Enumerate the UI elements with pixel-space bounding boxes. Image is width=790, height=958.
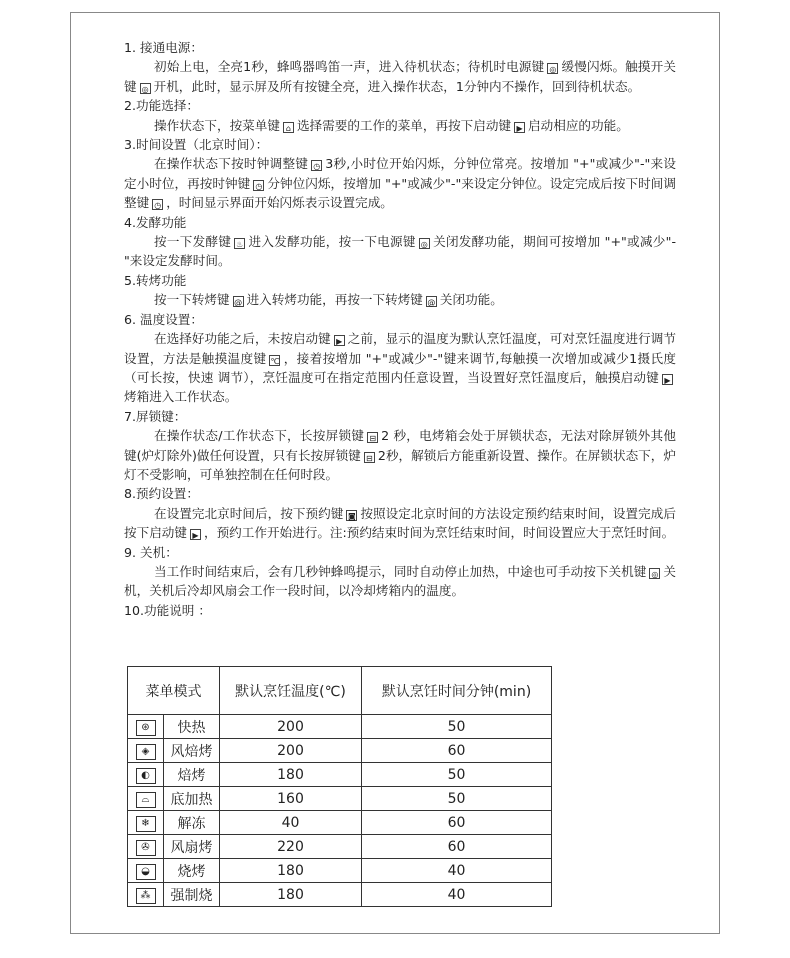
section-heading: 6. 温度设置： — [124, 311, 203, 327]
default-temp: 180 — [220, 763, 362, 787]
section-heading: 9. 关机： — [124, 544, 178, 560]
start-icon: ▶ — [334, 335, 345, 346]
section-paragraph — [124, 232, 676, 271]
default-time: 50 — [362, 715, 552, 739]
mode-label: 风焙烤 — [164, 739, 220, 763]
text-segment: 在选择好功能之后，未按启动键 — [154, 331, 331, 347]
header-temp: 默认烹饪温度(℃) — [220, 667, 362, 715]
mode-label: 风扇烤 — [164, 835, 220, 859]
header-mode: 菜单模式 — [128, 667, 220, 715]
rotisserie-icon: @ — [234, 298, 243, 308]
bottom-heat-icon: ⌓ — [136, 792, 156, 808]
text-segment: 按照设定北京时间的方法设定预约结束时间，设置完成后按下启动键 — [124, 505, 676, 541]
forced-bake-icon: ⁂ — [136, 888, 156, 904]
default-temp: 160 — [220, 787, 362, 811]
section-paragraph — [124, 329, 676, 407]
text-segment: 在设置完北京时间后，按下预约键 — [154, 505, 344, 521]
table-row — [128, 811, 552, 835]
bake-icon: ◐ — [136, 768, 156, 784]
default-time: 40 — [362, 883, 552, 907]
clock-icon: ◷ — [152, 199, 163, 210]
mode-icon-cell — [128, 811, 164, 835]
quick-heat-icon: ⊛ — [136, 720, 156, 736]
section-paragraph — [124, 290, 676, 309]
default-time: 60 — [362, 739, 552, 763]
header-time: 默认烹饪时间分钟(min) — [362, 667, 552, 715]
text-segment: ，时间显示界面开始闪烁表示设置完成。 — [166, 195, 393, 211]
text-segment: 在操作状态/工作状态下，长按屏锁键 — [154, 428, 365, 444]
text-segment: 按一下发酵键 — [154, 234, 232, 250]
temperature-icon: ℃ — [270, 356, 280, 366]
mode-icon-cell — [128, 715, 164, 739]
text-segment: 缓慢闪烁。触摸开关键 — [124, 59, 676, 94]
section-heading: 1. 接通电源： — [124, 40, 203, 55]
text-segment: 关闭发酵功能，期间可按增加 "+"或减少"-"来设定发酵时间。 — [124, 234, 677, 269]
default-temp: 200 — [220, 739, 362, 763]
mode-icon-cell — [128, 787, 164, 811]
manual-text — [124, 38, 676, 620]
mode-icon-cell — [128, 763, 164, 787]
text-segment: 开机，此时，显示屏及所有按键全亮，进入操作状态，1分钟内不操作，回到待机状态。 — [153, 78, 641, 94]
default-temp: 180 — [220, 883, 362, 907]
start-icon: ▶ — [514, 122, 525, 133]
text-segment: 分钟位闪烁，按增加 "+"或减少"-"来设定分钟位。设定完成后按下时间调整键 — [124, 175, 676, 211]
text-segment: ，预约工作开始进行。注:预约结束时间为烹饪结束时间，时间设置应大于烹饪时间。 — [203, 525, 675, 541]
section-heading: 4.发酵功能 — [124, 214, 187, 230]
text-segment: 选择需要的工作的菜单，再按下启动键 — [296, 117, 512, 133]
section-heading: 10.功能说明 ： — [124, 602, 212, 618]
text-segment: 在操作状态下按时钟调整键 — [154, 156, 309, 172]
text-segment: ，接着按增加 "+"或减少"-"键来调节,每触摸一次增加或减少1摄氏度（可长按，快速 调节），烹饪温度可在指定范围内任意设置，当设置好烹饪温度后，触摸启动键 — [124, 350, 676, 385]
section-heading: 2.功能选择： — [124, 98, 199, 114]
default-time: 60 — [362, 811, 552, 835]
lock-icon: ⊟ — [364, 452, 375, 463]
section-heading: 7.屏锁键： — [124, 408, 187, 424]
mode-icon-cell — [128, 883, 164, 907]
section-heading: 5.转烤功能 — [124, 272, 187, 288]
power-icon: ◎ — [649, 568, 660, 579]
text-segment: 按一下转烤键 — [154, 292, 230, 308]
power-icon: ◎ — [547, 63, 558, 74]
text-segment: 操作状态下，按菜单键 — [154, 117, 280, 133]
power-icon: ◎ — [140, 83, 151, 94]
defrost-icon: ❄ — [136, 816, 156, 832]
table-row — [128, 787, 552, 811]
default-time: 50 — [362, 763, 552, 787]
clock-icon: ◷ — [311, 160, 322, 171]
mode-label: 底加热 — [164, 787, 220, 811]
fan-bake-icon: ✇ — [136, 840, 156, 856]
power-icon: ◎ — [419, 238, 430, 249]
clock-icon: ◷ — [253, 180, 264, 191]
default-temp: 180 — [220, 859, 362, 883]
default-temp: 40 — [220, 811, 362, 835]
table-header-row — [128, 667, 552, 715]
mode-label: 强制烧 — [164, 883, 220, 907]
start-icon: ▶ — [662, 374, 673, 385]
text-segment: 2 秒，电烤箱会处于屏锁状态，无法对除屏锁外其他键(炉灯除外)做任何设置，只有长按屏锁键 — [124, 428, 676, 463]
grill-icon: ◒ — [136, 864, 156, 880]
text-segment: 当工作时间结束后，会有几秒钟蜂鸣提示，同时自动停止加热，中途也可手动按下关机键 — [154, 563, 647, 579]
mode-icon-cell — [128, 739, 164, 763]
section-heading: 3.时间设置（北京时间）： — [124, 137, 269, 153]
mode-label: 快热 — [164, 715, 220, 739]
default-temp: 200 — [220, 715, 362, 739]
section-paragraph — [124, 562, 676, 601]
section-paragraph — [124, 154, 676, 212]
default-time: 40 — [362, 859, 552, 883]
text-segment: 2秒，解锁后方能重新设置、操作。在屏锁状态下，炉灯不受影响，可单独控制在任何时段。 — [124, 447, 677, 482]
table-row — [128, 715, 552, 739]
table-row — [128, 883, 552, 907]
text-segment: 启动相应的功能。 — [528, 117, 629, 133]
default-time: 50 — [362, 787, 552, 811]
table-row — [128, 739, 552, 763]
table-row — [128, 859, 552, 883]
convection-bake-icon: ◈ — [136, 744, 156, 760]
start-icon: ▶ — [190, 529, 201, 540]
table-row — [128, 763, 552, 787]
mode-label: 焙烤 — [164, 763, 220, 787]
schedule-icon: ◙ — [347, 511, 356, 521]
rotisserie-icon: @ — [427, 298, 436, 308]
text-segment: 进入发酵功能，按一下电源键 — [248, 234, 416, 250]
section-paragraph — [124, 57, 676, 96]
section-paragraph — [124, 116, 676, 135]
text-segment: 3秒,小时位开始闪烁，分钟位常亮。按增加 "+"或减少"-"来设定小时位，再按时钟键 — [124, 156, 676, 191]
text-segment: 进入转烤功能，再按一下转烤键 — [246, 292, 423, 308]
section-paragraph — [124, 426, 676, 484]
mode-label: 烧烤 — [164, 859, 220, 883]
text-segment: 关机，关机后冷却风扇会工作一段时间，以冷却烤箱内的温度。 — [124, 563, 676, 599]
text-segment: 关闭功能。 — [439, 292, 503, 308]
text-segment: 初始上电，全亮1秒，蜂鸣器鸣笛一声，进入待机状态；待机时电源键 — [154, 59, 545, 75]
ferment-icon: ♨ — [236, 240, 244, 250]
table-row — [128, 835, 552, 859]
section-paragraph — [124, 504, 676, 543]
text-segment: 烤箱进入工作状态。 — [124, 389, 238, 405]
mode-label: 解冻 — [164, 811, 220, 835]
text-segment: 之前，显示的温度为默认烹饪温度，可对烹饪温度进行调节设置，方法是触摸温度键 — [124, 331, 676, 366]
default-temp: 220 — [220, 835, 362, 859]
function-table — [127, 666, 552, 907]
mode-icon-cell — [128, 859, 164, 883]
menu-icon: ⌂ — [283, 122, 294, 133]
mode-icon-cell — [128, 835, 164, 859]
default-time: 60 — [362, 835, 552, 859]
section-heading: 8.预约设置： — [124, 486, 199, 502]
lock-icon: ⊟ — [367, 432, 378, 443]
